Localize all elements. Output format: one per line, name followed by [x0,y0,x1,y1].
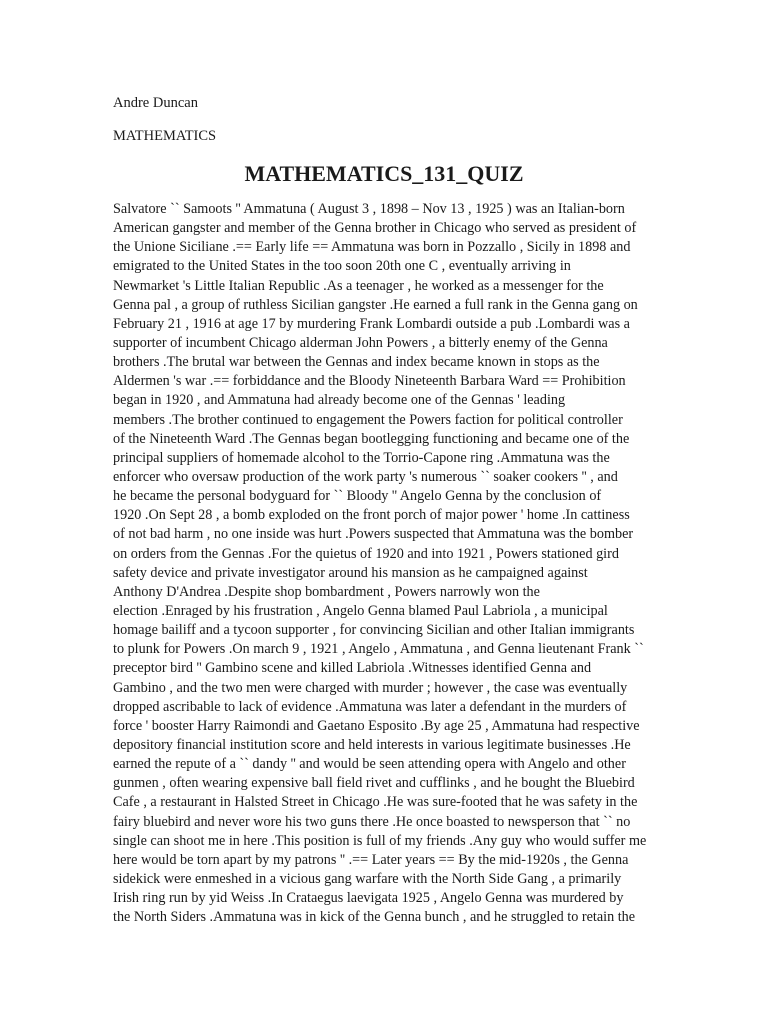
body-line: single can shoot me in here .This position is full of my friends .Any guy who would suffer me [113,832,647,849]
author-name: Andre Duncan [113,95,198,111]
body-line: Cafe , a restaurant in Halsted Street in Chicago .He was sure-footed that he was safety in the [113,794,638,811]
body-line: began in 1920 , and Ammatuna had already become one of the Gennas ' leading [113,392,566,409]
document-title: MATHEMATICS_131_QUIZ [244,161,524,186]
body-text [113,200,658,927]
body-line: brothers .The brutal war between the Gennas and index became known in stops as the [113,354,600,371]
body-line: emigrated to the United States in the too soon 20th one C , eventually arriving in [113,258,571,275]
body-line: dropped ascribable to lack of evidence .Ammatuna was later a defendant in the murders of [113,698,627,715]
body-line: fairy bluebird and never wore his two guns there .He once boasted to newsperson that `` no [113,813,631,830]
body-line: Anthony D'Andrea .Despite shop bombardment , Powers narrowly won the [113,583,540,600]
body-line: Aldermen 's war .== forbiddance and the Bloody Nineteenth Barbara Ward == Prohibition [113,373,626,390]
body-line: gunmen , often wearing expensive ball field rivet and cufflinks , and he bought the Bluebird [113,775,635,792]
body-line: here would be torn apart by my patrons '' .== Later years == By the mid-1920s , the Genna [113,851,629,868]
body-line: Salvatore `` Samoots '' Ammatuna ( August 3 , 1898 – Nov 13 , 1925 ) was an Italian-born [113,201,625,217]
body-line: of not bad harm , no one inside was hurt .Powers suspected that Ammatuna was the bomber [113,526,634,543]
body-line: to plunk for Powers .On march 9 , 1921 , Angelo , Ammatuna , and Genna lieutenant Frank `` [113,641,644,658]
body-line: members .The brother continued to engagement the Powers faction for political controller [113,411,623,428]
body-line: on orders from the Gennas .For the quietus of 1920 and into 1921 , Powers stationed gird [113,545,619,562]
body-line: homage bailiff and a tycoon supporter , for convincing Sicilian and other Italian immigrants [113,622,635,639]
body-line: 1920 .On Sept 28 , a bomb exploded on the front porch of major power ' home .In cattiness [113,507,630,524]
body-line: sidekick were enmeshed in a vicious gang warfare with the North Side Gang , a primarily [113,870,622,887]
body-line: February 21 , 1916 at age 17 by murdering Frank Lombardi outside a pub .Lombardi was a [113,315,630,332]
body-line: force ' booster Harry Raimondi and Gaetano Esposito .By age 25 , Ammatuna had respective [113,717,640,734]
body-line: Genna pal , a group of ruthless Sicilian gangster .He earned a full rank in the Genna gang on [113,296,638,313]
body-line: Irish ring run by yid Weiss .In Crataegus laevigata 1925 , Angelo Genna was murdered by [113,890,624,907]
body-line: Gambino , and the two men were charged with murder ; however , the case was eventually [113,679,628,696]
body-line: depository financial institution score and held interests in various legitimate businesses .He [113,736,631,753]
body-line: of the Nineteenth Ward .The Gennas began bootlegging functioning and became one of the [113,430,630,447]
body-line: earned the repute of a `` dandy '' and would be seen attending opera with Angelo and other [113,756,626,773]
body-line: the Unione Siciliane .== Early life == Ammatuna was born in Pozzallo , Sicily in 1898 and [113,239,631,256]
body-line: principal suppliers of homemade alcohol to the Torrio-Capone ring .Ammatuna was the [113,449,610,466]
body-line: preceptor bird '' Gambino scene and killed Labriola .Witnesses identified Genna and [113,660,592,677]
body-line: American gangster and member of the Genna brother in Chicago who served as president of [113,220,637,237]
body-line: the North Siders .Ammatuna was in kick of the Genna bunch , and he struggled to retain the [113,909,636,926]
body-line: supporter of incumbent Chicago alderman John Powers , a bitterly enemy of the Genna [113,334,608,351]
body-line: enforcer who oversaw production of the work party 's numerous `` soaker cookers '' , and [113,468,618,485]
subject-label: MATHEMATICS [113,128,217,144]
body-line: Newmarket 's Little Italian Republic .As a teenager , he worked as a messenger for the [113,277,604,294]
body-line: he became the personal bodyguard for `` Bloody '' Angelo Genna by the conclusion of [113,488,602,505]
body-line: safety device and private investigator around his mansion as he campaigned against [113,564,588,581]
body-line: election .Enraged by his frustration , Angelo Genna blamed Paul Labriola , a municipal [113,602,608,619]
